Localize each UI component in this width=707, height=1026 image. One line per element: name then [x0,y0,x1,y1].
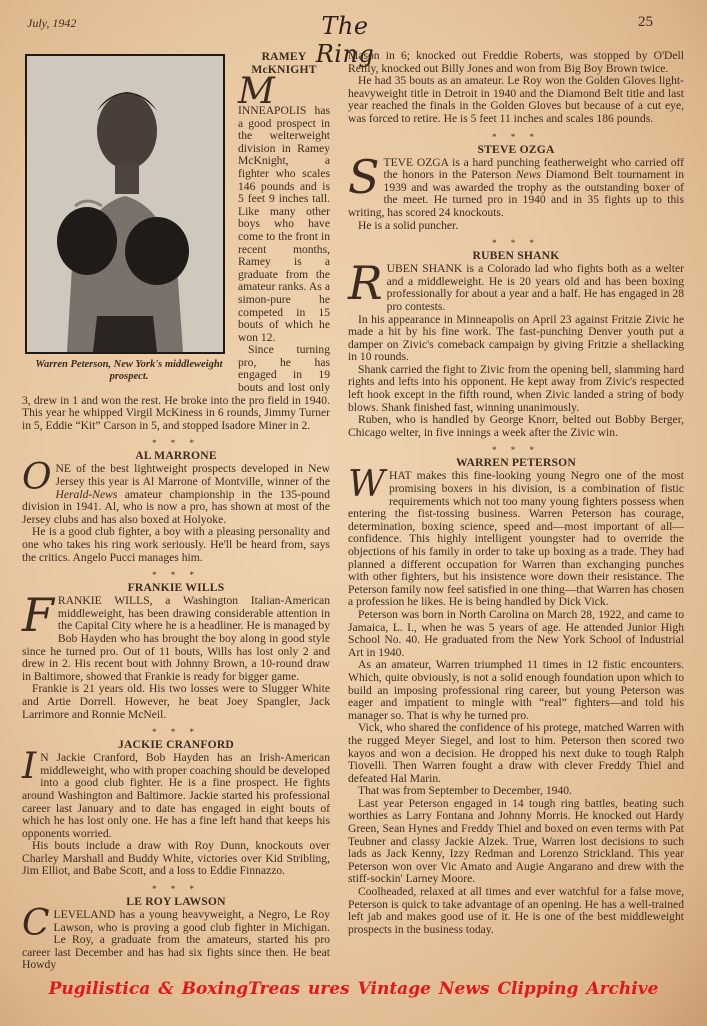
italic-text: News [515,168,541,182]
drop-cap: I [22,746,37,788]
page-number: 25 [638,14,653,30]
paragraph [22,457,330,526]
paragraph-text: Diamond Belt tournament in 1939 and was awarded the trophy as the outstanding boxer of the meet. He turned pro in 1940 and in 35 fights up to this writing, has scored 24 knockouts. [348,168,684,219]
paragraph [348,75,684,125]
paragraph-text: LEVELAND has a young heavyweight, a Negro, Le Roy Lawson, who is proving a good club fighter in Michigan. Le Roy, a graduate from the amateurs, started his pro career last December and has had six fights since then. He beat Howdy [22,908,330,972]
watermark-line: Clipping [497,979,579,999]
drop-cap: F [22,588,54,643]
section-separator: * * * [492,238,540,249]
paragraph-text: amateur championship in the 135-pound division in 1941. Al, who is now a pro, has shown at most of the Jersey clubs and has also boxed at Holyoke. [22,487,330,526]
paragraph-text: Last year Peterson engaged in 14 tough ring battles, beating such worthies as Larry Fontana and Johnny Morris. He knocked out Hardy Green, Sean Hynes and Freddy Thiel and boxed on even terms with Pat Teubner and classy Jackie Alzek. True, Warren lost decisions to such lads as Jack Kenny, Izzy Redman and Lorenzo Strickland. This year Peterson won over Vic Amato and Augie Angarano and drew with the stiff-sockin' Larney Moore. [348,796,684,886]
paragraph-text: Shank carried the fight to Zivic from the opening bell, slamming hard rights and lefts into his opponent. He kept away from Zivic's respected left hook except in the fifth round, when Zivic landed a string of body blows. Shank finished fast, winning unanimously. [348,362,684,414]
article-ruben-shank [348,238,684,439]
paragraph [22,683,330,721]
paragraph-text: UBEN SHANK is a Colorado lad who fights both as a welter and a middleweight. He is 20 years old and has been boxing professionally for about a year and a half. He has engaged in 28 pro contests. [386,262,684,313]
paragraph [348,798,684,886]
italic-text: Herald-News [55,487,118,501]
watermark-line: ures [307,979,350,999]
section-heading: AL MARRONE [135,449,217,463]
section-separator: * * * [492,445,540,456]
paragraph-text: He is a good club fighter, a boy with a pleasing personality and one who takes his ring work seriously. He'll be heard from, says the critics. Angelo Pucci manages him. [22,525,330,564]
paragraph [348,609,684,659]
drop-cap: W [348,464,386,506]
paragraph-text: His bouts include a draw with Roy Dunn, knockouts over Charley Marshall and Buddy White, victories over Kid Stribling, Jim Elliot, and Babe Scott, and a loss to Eddie Finnazzo. [22,839,330,878]
paragraph-text: HAT makes this fine-looking young Negro one of the most promising boxers in his division, is a combination of fistic requirements which not too many young fighters possess when entering the fist-tossing business. Warren Peterson has courage, determination, boxing science, speed and—most important of all—confidence. This highly intelligent youngster had to override the objections of his family in order to take up boxing as a trade. They had planned a different occupation for Warren than exchanging punches with other fighters, but his insistence wore down their resistance. The Peterson family now feel satisfied in one thing—that Warren has chosen a profession he likes. He is being handled by Dick Vick. [348,469,684,609]
paragraph [348,659,684,722]
drop-cap: R [348,256,383,311]
section-separator: * * * [152,438,200,449]
paragraph [22,526,330,564]
article-warren-peterson [348,445,684,936]
section-separator: * * * [152,570,200,581]
paragraph [22,840,330,878]
left-column [22,50,330,972]
paragraph-text: In his appearance in Minneapolis on April 23 against Fritzie Zivic he made a hit by his fine work. The fast-punching Denver youth put a damper on Zivic's comeback campaign by giving Fritzie a shellacking in 10 rounds. [348,312,684,364]
watermark [10,979,697,1000]
paragraph-text: Frankie is 21 years old. His two losses were to Slugger White and Artie Dorrell. However, he beat Joey Spangler, Jack Larrimore and Ronnie McNeil. [22,682,330,721]
paragraph-text: He is a solid puncher. [358,218,459,232]
paragraph [348,722,684,785]
watermark-line: & [158,979,174,999]
paragraph-text: NE of the best lightweight prospects developed in New Jersey this year is Al Marrone of Montville, winner of the [55,462,330,489]
paragraph [348,364,684,414]
right-articles [348,50,684,936]
drop-cap: S [348,149,380,204]
section-heading: RAMEY McKNIGHT [251,50,317,76]
article-jackie-cranford [22,727,330,878]
paragraph [348,256,684,313]
article-al-marrone [22,438,330,564]
section-heading: STEVE OZGA [477,142,555,156]
paragraph [348,464,684,609]
right-column [348,50,684,936]
section-heading: JACKIE CRANFORD [117,738,235,752]
paragraph [22,746,330,840]
paragraph-text: INNEAPOLIS has a good prospect in the welterweight division in Ramey McKnight, a fighter who scales 146 pounds and is 5 feet 9 inches tall. Like many other boys who have come to the front in recent months, Ramey is a graduate from the amateur ranks. As a simon-pure he competed in 15 bouts of which he won 12. [238,104,330,344]
section-heading: RUBEN SHANK [472,249,560,263]
paragraph-text: TEVE OZGA is a hard punching featherweight who carried off the honors in the Paterson [383,155,684,182]
paragraph [348,50,684,75]
paragraph [348,149,684,220]
section-separator: * * * [152,884,200,895]
watermark-line: Archive [586,979,659,999]
photo-caption: Warren Peterson, New York's middleweight prospect. [35,359,223,382]
boxer-photo-image [27,56,223,352]
paragraph-text: Ruben, who is handled by George Knorr, belted out Bobby Berger, Chicago welter, in five innings a week after the Zivic win. [348,413,684,439]
watermark-line: Pugilistica [48,979,151,999]
watermark-line: News [438,979,490,999]
drop-cap: O [22,457,52,499]
paragraph-text: RANKIE WILLS, a Washington Italian-American middleweight, has been drawing considerable attention in the Capital City where he is a headliner. He is managed by Bob Hayden who has brought the boy along in good style since he turned pro. Out of 11 bouts, Wills has lost only 2 and drew in 2. His recent bout with Johnny Brown, a 10-round draw in Baltimore, showed that Frankie is ready for bigger game. [22,594,330,683]
drop-cap: M [238,71,275,112]
paragraph-text: He had 35 bouts as an amateur. Le Roy won the Golden Gloves light-heavyweight title in Detroit in 1940 and the Diamond Belt title and last year reached the finals in the Golden Gloves but because of a cut eye, was forced to retire. He is 5 feet 11 inches and scales 186 pounds. [348,74,684,125]
article-le-roy-lawson [22,884,330,972]
paragraph-text: That was from September to December, 1940. [358,784,572,798]
photo-block [22,50,236,390]
watermark-line: Vintage [357,979,431,999]
article-le-roy-lawson-continued [348,50,684,126]
paragraph [348,886,684,936]
article-steve-ozga [348,132,684,233]
paragraph-text: Peterson was born in North Carolina on March 28, 1922, and came to Jamaica, L. I., when he was 5 years of age. He attended Junior High School No. 40. He graduated from the New York School of Industrial Art in 1940. [348,607,684,659]
section-heading: WARREN PETERSON [456,456,576,470]
paragraph [348,220,684,233]
paragraph-text: As an amateur, Warren triumphed 11 times in 12 fistic encounters. Which, quite obviously, is not a solid enough foundation upon which to build an imposing professional ring career, but young Peterson was eager and impatient to mingle with “real” fighters—and told his manager so. That is why he turned pro. [348,658,684,722]
article-frankie-wills [22,570,330,721]
paragraph-text: N Jackie Cranford, Bob Hayden has an Irish-American middleweight, who with proper coaching should be developed into a good club fighter. He is a fine prospect. He fights around Washington and Baltimore. Jackie started his professional career last January and to date has engaged in eight bouts of which he has lost only one. He has a fine left hand that keeps his opponents worried. [22,751,330,840]
boxer-photo [25,54,225,354]
drop-cap: C [22,903,50,945]
section-heading: LE ROY LAWSON [126,895,226,909]
paragraph [348,314,684,364]
paragraph-text: Since turning pro, he has engaged in 19 bouts and lost only 3, drew in 1 and won the rest. He broke into the pro field in 1940. This year he whipped Virgil McKiness in 6 rounds, Jimmy Turner in 5, Eddie “Kit” Carson in 5, and stopped Isadore Miner in 2. [22,343,330,432]
paragraph-text: Vick, who shared the confidence of his protege, matched Warren with the rugged Meyer Siegel, and lost to him. Peterson then scored two kayos and won a decision. He dropped his next duke to tough Ralph Tiovelli. Then Warren fought a draw with clever Freddy Thiel and defeated Hal Marin. [348,721,684,785]
section-separator: * * * [492,131,540,142]
magazine-title: The Ring [315,12,375,68]
issue-date: July, 1942 [27,16,77,30]
paragraph-text: Coolheaded, relaxed at all times and ever watchful for a false move, Peterson is quick to take advantage of an opening. He has a well-trained left jab and makes good use of it. He is one of the best middleweight prospects in the business today. [348,885,684,936]
section-separator: * * * [152,727,200,738]
section-heading: FRANKIE WILLS [127,581,225,595]
paragraph-text: Mason in 6; knocked out Freddie Roberts, was stopped by O'Dell Reilly, knocked out Billy Jones and won from Big Boy Brown twice. [348,49,684,75]
paragraph [22,588,330,683]
paragraph [348,414,684,439]
watermark-line: BoxingTreas [181,979,300,999]
paragraph [22,903,330,972]
